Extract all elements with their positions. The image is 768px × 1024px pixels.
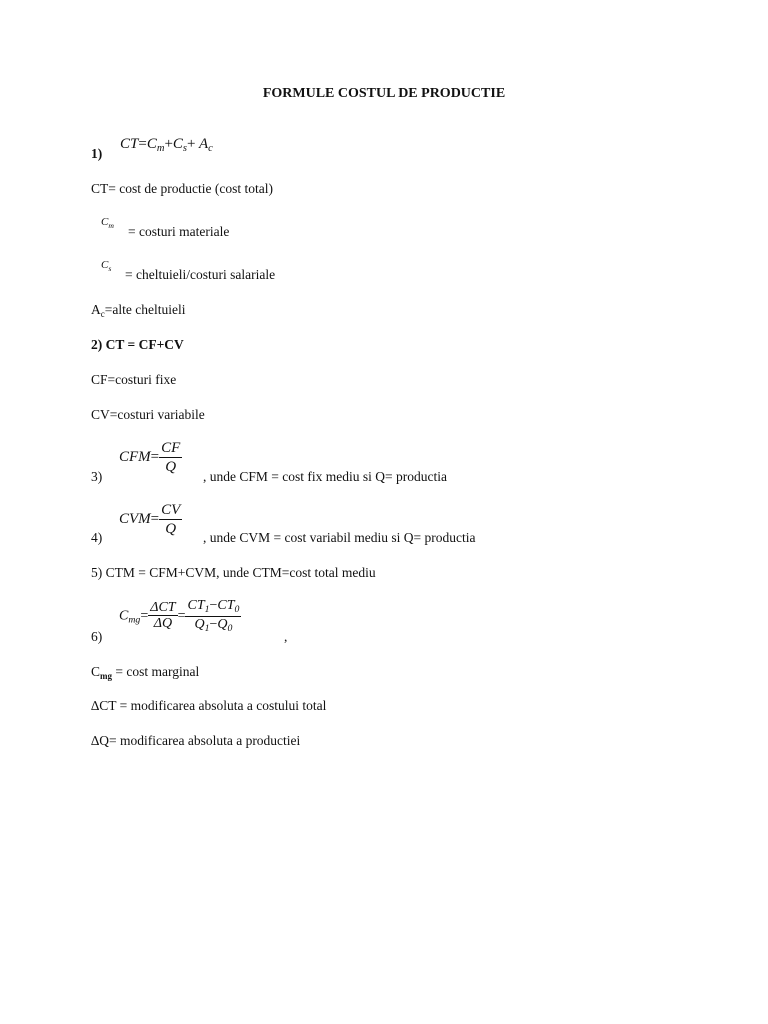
formula-3-equation: CFM= $\frac{CF}{Q}$ [119, 440, 181, 475]
formula-1-equation: $CT=C_m+C_s+ A_c$ [120, 136, 213, 154]
formula-1-number: 1) [91, 146, 103, 161]
cv-definition: CV=costuri variabile [91, 407, 205, 422]
cs-definition: = cheltuieli/costuri salariale [125, 267, 276, 282]
formula-2-heading: 2) CT = CF+CV [91, 337, 184, 352]
formula-6-equation: $C_{mg}=$ $\frac{\text{ΔCT}}{\Delta Q}$ = $\frac{CT_1-CT_0}{Q_1-Q_0}$ [119, 598, 240, 634]
page-title: FORMULE COSTUL DE PRODUCTIE [262, 86, 506, 101]
formula-6-number: 6) [91, 629, 103, 644]
cf-definition: CF=costuri fixe [91, 372, 177, 387]
delta-q-definition: ∆Q= modificarea absoluta a productiei [91, 733, 301, 748]
formula-3-number: 3) [91, 469, 103, 484]
formula-4-number: 4) [91, 530, 103, 545]
cs-symbol: $C_s$ [101, 259, 112, 273]
formula-4-text: , unde CVM = cost variabil mediu si Q= productia [203, 530, 476, 545]
cmg-definition: $C_{mg} = \cos t$ marginal [91, 664, 200, 681]
formula-4-equation: CVM= $\frac{CV}{Q}$ [119, 502, 181, 537]
ct-definition: CT= cost de productie (cost total) [91, 181, 273, 196]
cm-definition: = costuri materiale [128, 224, 230, 239]
formula-6-trailing-comma: , [284, 629, 288, 644]
formula-5-text: 5) CTM = CFM+CVM, unde CTM=cost total mediu [91, 565, 376, 580]
cm-symbol: $C_m$ [101, 216, 114, 230]
delta-ct-definition: ∆CT = modificarea absoluta a costului total [91, 698, 327, 713]
ac-definition: $A_c=alte$ cheltuieli [91, 302, 186, 319]
formula-3-text: , unde CFM = cost fix mediu si Q= productia [203, 469, 447, 484]
